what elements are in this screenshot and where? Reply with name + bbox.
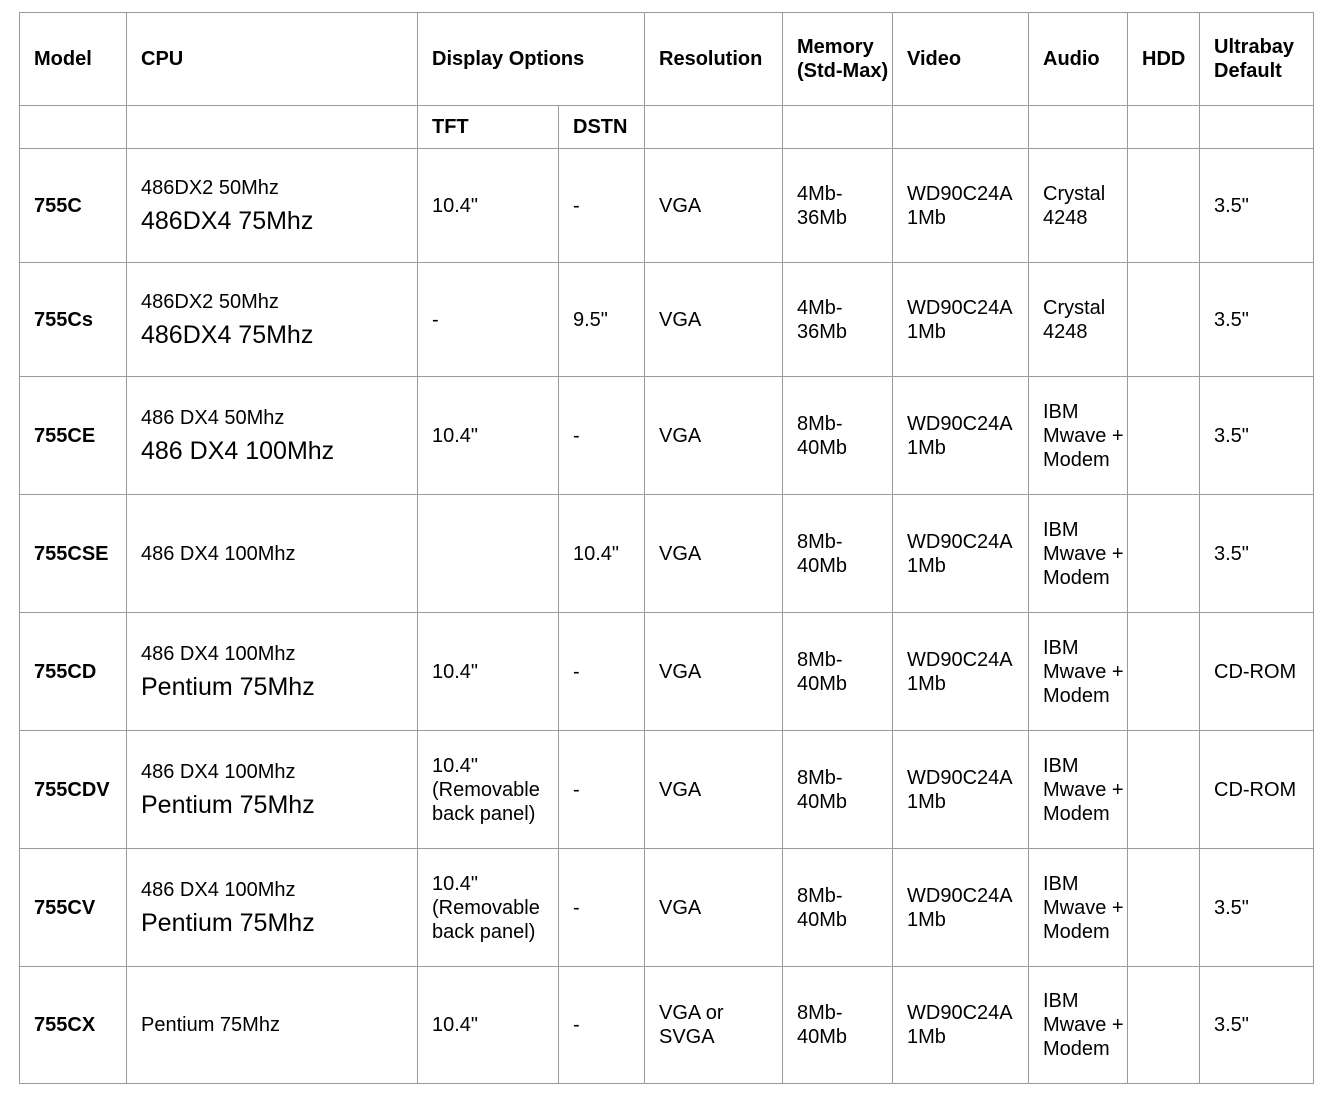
ultrabay-cell: 3.5" <box>1200 377 1314 495</box>
audio-cell: IBM Mwave + Modem <box>1029 377 1128 495</box>
cpu-cell <box>127 731 418 849</box>
cpu-primary: 486 DX4 100Mhz <box>141 760 296 783</box>
memory-cell: 8Mb-40Mb <box>783 849 893 967</box>
cpu-primary: 486 DX4 100Mhz <box>141 878 296 901</box>
model-cell: 755CE <box>20 377 127 495</box>
cpu-cell <box>127 613 418 731</box>
tft-cell <box>418 495 559 613</box>
ultrabay-cell: CD-ROM <box>1200 731 1314 849</box>
specs-table <box>19 12 1314 1084</box>
model-cell: 755CSE <box>20 495 127 613</box>
cpu-cell <box>127 495 418 613</box>
ultrabay-cell: 3.5" <box>1200 263 1314 377</box>
video-cell: WD90C24A 1Mb <box>893 967 1029 1084</box>
cpu-secondary: 486 DX4 100Mhz <box>141 436 335 465</box>
dstn-cell: - <box>559 849 645 967</box>
resolution-cell: VGA <box>645 149 783 263</box>
audio-cell: Crystal 4248 <box>1029 263 1128 377</box>
subheader-blank <box>783 106 893 149</box>
model-cell: 755Cs <box>20 263 127 377</box>
video-cell: WD90C24A 1Mb <box>893 495 1029 613</box>
video-cell: WD90C24A 1Mb <box>893 849 1029 967</box>
table-row <box>20 263 1314 377</box>
video-cell: WD90C24A 1Mb <box>893 377 1029 495</box>
subheader-blank <box>127 106 418 149</box>
audio-cell: IBM Mwave + Modem <box>1029 613 1128 731</box>
cpu-primary: 486DX2 50Mhz <box>141 290 279 313</box>
table-row <box>20 495 1314 613</box>
header-video: Video <box>893 13 1029 106</box>
dstn-cell: - <box>559 377 645 495</box>
header-ultrabay: Ultrabay Default <box>1200 13 1314 106</box>
ultrabay-cell: 3.5" <box>1200 967 1314 1084</box>
subheader-blank <box>1029 106 1128 149</box>
header-row <box>20 13 1314 106</box>
cpu-secondary: 486DX4 75Mhz <box>141 206 314 235</box>
cpu-primary: 486 DX4 100Mhz <box>141 542 296 565</box>
header-cpu: CPU <box>127 13 418 106</box>
hdd-cell <box>1128 149 1200 263</box>
audio-cell: IBM Mwave + Modem <box>1029 849 1128 967</box>
cpu-secondary: Pentium 75Mhz <box>141 790 315 819</box>
dstn-cell: 9.5" <box>559 263 645 377</box>
subheader-row <box>20 106 1314 149</box>
resolution-cell: VGA or SVGA <box>645 967 783 1084</box>
cpu-cell <box>127 849 418 967</box>
memory-cell: 4Mb-36Mb <box>783 263 893 377</box>
tft-cell: 10.4" <box>418 377 559 495</box>
cpu-secondary: Pentium 75Mhz <box>141 908 315 937</box>
tft-cell: 10.4" <box>418 613 559 731</box>
dstn-cell: - <box>559 967 645 1084</box>
cpu-secondary: 486DX4 75Mhz <box>141 320 314 349</box>
subheader-blank <box>20 106 127 149</box>
cpu-primary: Pentium 75Mhz <box>141 1014 280 1036</box>
subheader-blank <box>645 106 783 149</box>
video-cell: WD90C24A 1Mb <box>893 149 1029 263</box>
tft-cell: 10.4" (Removable back panel) <box>418 731 559 849</box>
header-resolution: Resolution <box>645 13 783 106</box>
hdd-cell <box>1128 613 1200 731</box>
model-cell: 755CD <box>20 613 127 731</box>
dstn-cell: 10.4" <box>559 495 645 613</box>
ultrabay-cell: 3.5" <box>1200 495 1314 613</box>
video-cell: WD90C24A 1Mb <box>893 263 1029 377</box>
video-cell: WD90C24A 1Mb <box>893 731 1029 849</box>
memory-cell: 4Mb-36Mb <box>783 149 893 263</box>
cpu-cell <box>127 377 418 495</box>
hdd-cell <box>1128 495 1200 613</box>
table-row <box>20 731 1314 849</box>
tft-cell: 10.4" <box>418 149 559 263</box>
cpu-cell <box>127 263 418 377</box>
hdd-cell <box>1128 731 1200 849</box>
header-model: Model <box>20 13 127 106</box>
resolution-cell: VGA <box>645 263 783 377</box>
ultrabay-cell: 3.5" <box>1200 149 1314 263</box>
subheader-blank <box>893 106 1029 149</box>
video-cell: WD90C24A 1Mb <box>893 613 1029 731</box>
resolution-cell: VGA <box>645 849 783 967</box>
dstn-cell: - <box>559 613 645 731</box>
cpu-primary: 486DX2 50Mhz <box>141 176 279 199</box>
model-cell: 755CX <box>20 967 127 1084</box>
header-memory: Memory (Std-Max) <box>783 13 893 106</box>
subheader-blank <box>1128 106 1200 149</box>
memory-cell: 8Mb-40Mb <box>783 731 893 849</box>
audio-cell: IBM Mwave + Modem <box>1029 731 1128 849</box>
cpu-secondary: Pentium 75Mhz <box>141 672 315 701</box>
audio-cell: Crystal 4248 <box>1029 149 1128 263</box>
model-cell: 755CDV <box>20 731 127 849</box>
memory-cell: 8Mb-40Mb <box>783 613 893 731</box>
subheader-dstn: DSTN <box>559 106 645 149</box>
hdd-cell <box>1128 263 1200 377</box>
model-cell: 755CV <box>20 849 127 967</box>
cpu-cell <box>127 967 418 1084</box>
cpu-primary: 486 DX4 100Mhz <box>141 642 296 665</box>
hdd-cell <box>1128 967 1200 1084</box>
tft-cell: - <box>418 263 559 377</box>
table-row <box>20 149 1314 263</box>
ultrabay-cell: CD-ROM <box>1200 613 1314 731</box>
table-row <box>20 613 1314 731</box>
dstn-cell: - <box>559 731 645 849</box>
header-display-options: Display Options <box>418 13 645 106</box>
resolution-cell: VGA <box>645 495 783 613</box>
tft-cell: 10.4" (Removable back panel) <box>418 849 559 967</box>
resolution-cell: VGA <box>645 731 783 849</box>
header-audio: Audio <box>1029 13 1128 106</box>
resolution-cell: VGA <box>645 613 783 731</box>
memory-cell: 8Mb-40Mb <box>783 495 893 613</box>
audio-cell: IBM Mwave + Modem <box>1029 967 1128 1084</box>
cpu-cell <box>127 149 418 263</box>
header-hdd: HDD <box>1128 13 1200 106</box>
model-cell: 755C <box>20 149 127 263</box>
ultrabay-cell: 3.5" <box>1200 849 1314 967</box>
hdd-cell <box>1128 849 1200 967</box>
tft-cell: 10.4" <box>418 967 559 1084</box>
resolution-cell: VGA <box>645 377 783 495</box>
memory-cell: 8Mb-40Mb <box>783 377 893 495</box>
audio-cell: IBM Mwave + Modem <box>1029 495 1128 613</box>
hdd-cell <box>1128 377 1200 495</box>
memory-cell: 8Mb-40Mb <box>783 967 893 1084</box>
table-row <box>20 377 1314 495</box>
subheader-blank <box>1200 106 1314 149</box>
table-row <box>20 967 1314 1084</box>
table-row <box>20 849 1314 967</box>
cpu-primary: 486 DX4 50Mhz <box>141 406 285 429</box>
dstn-cell: - <box>559 149 645 263</box>
subheader-tft: TFT <box>418 106 559 149</box>
